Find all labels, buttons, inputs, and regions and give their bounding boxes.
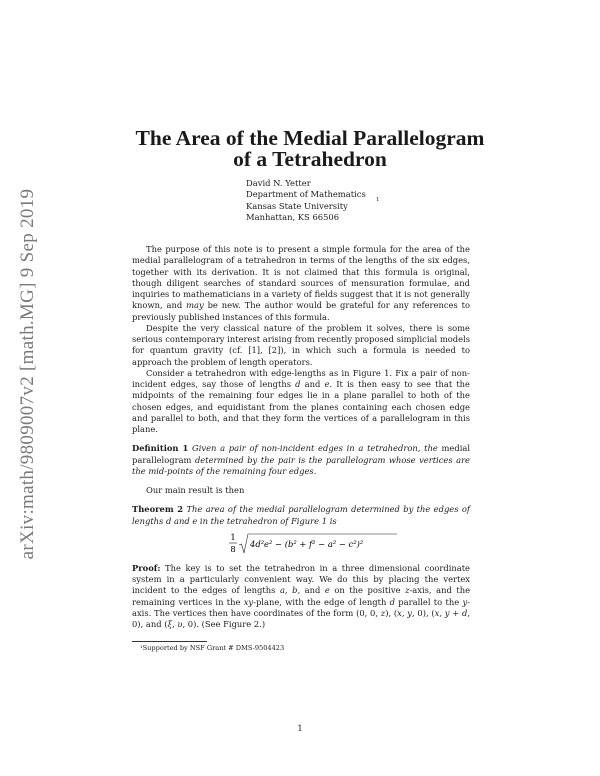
title-line-1: The Area of the Medial Parallelogram — [135, 126, 485, 150]
definition-text-b: determined by the pair — [194, 454, 295, 465]
proof-e: on the positive — [329, 585, 406, 596]
proof-a: The key is to set the tetrahedron in a three dimensional coordinate system in a particularly convenient way. We do this by placing the vertex incident to the edges of lengths — [132, 562, 470, 596]
footnote-rule — [132, 641, 207, 642]
setup-text: Consider a tetrahedron with edge-lengths as in Figure 1. Fix a pair of non-incident edges, say those of lengths — [132, 367, 470, 389]
title-line-2: of a Tetrahedron — [233, 147, 387, 171]
formula-svg — [201, 531, 401, 557]
proof-t: d — [462, 607, 468, 618]
paragraph-intro — [132, 244, 470, 323]
area-formula — [132, 531, 470, 557]
proof-l: y — [462, 596, 468, 607]
proof-p: x, y — [397, 607, 412, 618]
definition-text-a: Given a pair of non-incident edges in a tetrahedron, the — [192, 443, 438, 454]
definition-1 — [132, 443, 470, 477]
lead-sentence: Our main result is then — [146, 485, 245, 495]
intro-text: The purpose of this note is to present a simple formula for the area of the medial parallelogram of a tetrahedron in terms of the lengths of the six edges, together with its derivation. It is not claimed that this formula is original, though diligent searches of standard sources of mensuration formulae, and inquiries to mathematicians in a variety of fields suggest that it is not generally known, and — [132, 244, 470, 311]
intro-text-end: be new. The author would be grateful for any references to previously published instances of this formula. — [132, 300, 470, 322]
proof-w: , 0). (See Figure 2.) — [182, 619, 266, 629]
author-university: Kansas State University — [246, 200, 348, 211]
proof-d: e — [324, 585, 330, 596]
proof-i: -plane, with the edge of length — [253, 596, 390, 607]
footnote-mark: 1 — [376, 197, 380, 203]
proof-j: d — [389, 596, 395, 607]
proof-s: + — [449, 607, 462, 618]
formula-denominator: 8 — [230, 543, 236, 554]
proof-label: Proof: — [132, 562, 161, 573]
proof-f: z — [405, 585, 410, 596]
var-d: d — [295, 379, 301, 389]
paper-body — [132, 244, 470, 630]
formula-radicand: 4d²e² − (b² + f² − a² − c²)² — [250, 538, 364, 549]
setup-and: and — [300, 379, 325, 389]
paper-title — [100, 128, 520, 170]
definition-term: medial parallelogram — [132, 443, 471, 465]
author-name: David N. Yetter — [246, 178, 311, 188]
arxiv-identifier: arXiv:math/9809007v2 [math.MG] 9 Sep 2019 — [17, 188, 38, 560]
proof — [132, 563, 470, 631]
paragraph-motivation: Despite the very classical nature of the problem it solves, there is some serious contemporary interest arising from recently proposed simplicial models for quantum gravity (cf. [1], [2]), in which such a formula is needed to approach the problem of length operators. — [132, 322, 470, 367]
proof-n: z — [380, 607, 386, 618]
intro-emphasis: may — [186, 300, 204, 311]
definition-text-c: is the parallelogram whose vertices are the mid-points of the remaining four edges. — [132, 454, 470, 476]
proof-g: -axis, and the remaining vertices in the — [132, 585, 471, 607]
arxiv-sidebar — [16, 178, 40, 570]
paragraph-setup — [132, 368, 470, 436]
proof-b: a, b, — [279, 585, 301, 596]
footnote: ¹Supported by NSF Grant # DMS-9504423 — [140, 644, 285, 652]
proof-o: ), ( — [385, 607, 398, 618]
setup-text-end: . It is then easy to see that the midpoints of the remaining four edges lie in a plane parallel to both of the chosen edges, and equidistant from the planes containing each chosen edge and parallel to both, and that they form the vertices of a parallelogram in this plane. — [132, 379, 470, 434]
proof-m: -axis. The vertices then have coordinates of the form (0, 0, — [132, 596, 471, 618]
author-block — [246, 178, 366, 224]
proof-k: parallel to the — [394, 596, 463, 607]
proof-u: , 0), and ( — [132, 607, 470, 629]
author-department: Department of Mathematics — [246, 189, 366, 200]
theorem-label: Theorem 2 — [132, 504, 184, 515]
theorem-2 — [132, 504, 470, 527]
theorem-text: The area of the medial parallelogram determined by the edges of lengths d and e in the tetrahedron of Figure 1 is — [132, 504, 470, 526]
formula-numerator: 1 — [230, 531, 236, 542]
proof-h: xy — [243, 596, 254, 607]
var-e: e — [324, 379, 330, 389]
proof-v: ξ, υ — [167, 619, 183, 629]
page-number: 1 — [297, 723, 303, 733]
proof-r: x, y — [434, 607, 450, 618]
author-address: Manhattan, KS 66506 — [246, 212, 340, 223]
definition-label: Definition 1 — [132, 443, 189, 454]
proof-q: , 0), ( — [411, 607, 435, 618]
proof-c: and — [300, 585, 325, 596]
